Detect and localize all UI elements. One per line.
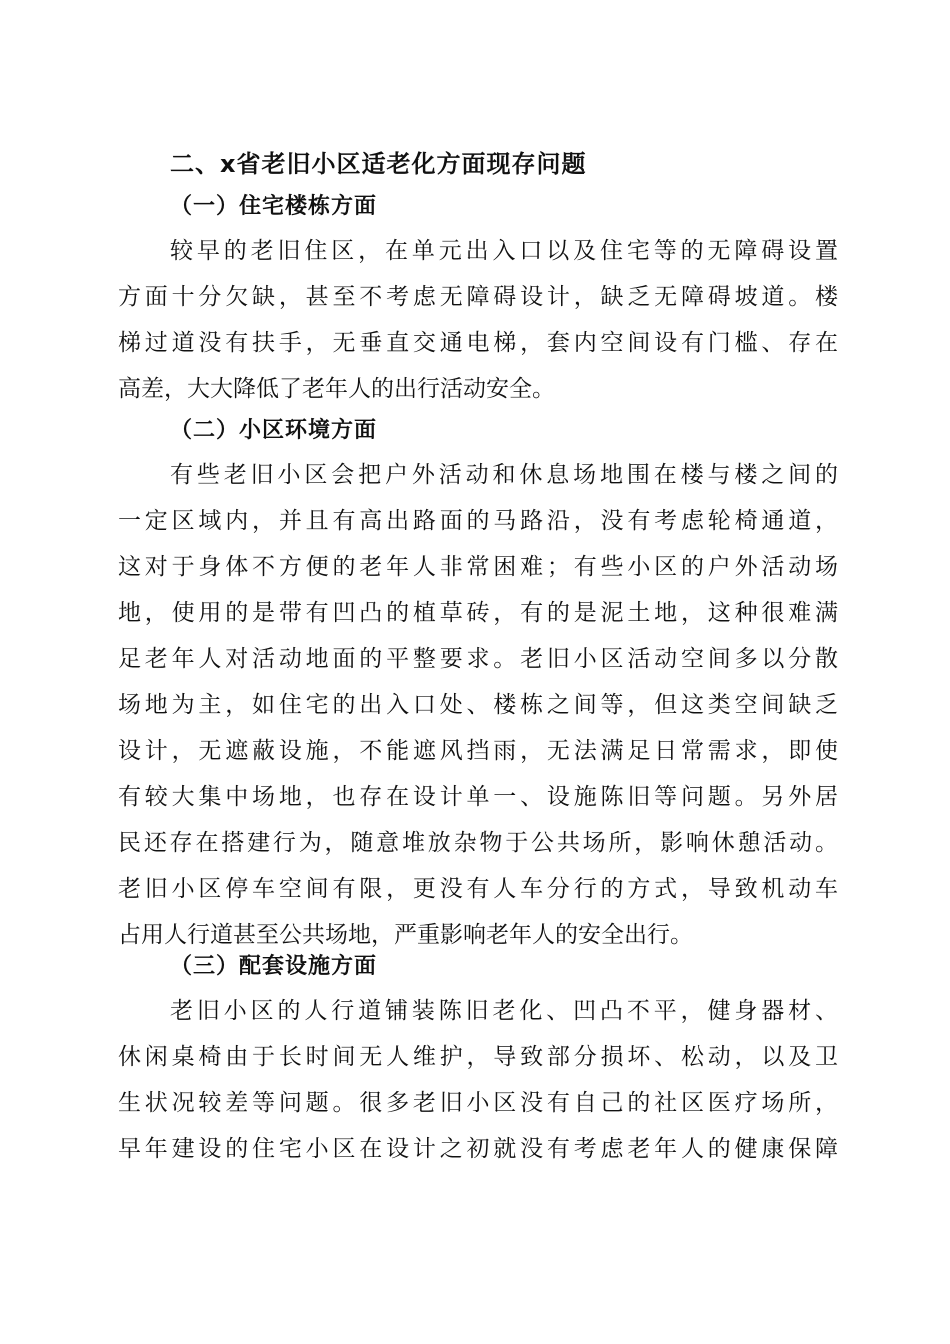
text-line: 足老年人对活动地面的平整要求。老旧小区活动空间多以分散 bbox=[118, 646, 838, 672]
section-title: 二、x省老旧小区适老化方面现存问题 bbox=[170, 150, 587, 178]
text-line: 场地为主，如住宅的出入口处、楼栋之间等，但这类空间缺乏 bbox=[118, 692, 838, 718]
text-line: 这对于身体不方便的老年人非常困难；有些小区的户外活动场 bbox=[118, 554, 838, 580]
text-line: 生状况较差等问题。很多老旧小区没有自己的社区医疗场所， bbox=[118, 1090, 838, 1116]
paragraph-housing bbox=[118, 228, 838, 412]
text-line: 设计，无遮蔽设施，不能遮风挡雨，无法满足日常需求，即使 bbox=[118, 738, 838, 764]
text-line: 有些老旧小区会把户外活动和休息场地围在楼与楼之间的 bbox=[170, 462, 838, 488]
text-line: 占用人行道甚至公共场地，严重影响老年人的安全出行。 bbox=[118, 922, 693, 948]
subsection-heading-housing: （一）住宅楼栋方面 bbox=[170, 194, 378, 219]
subsection-heading-facilities: （三）配套设施方面 bbox=[170, 954, 378, 979]
text-line: 有较大集中场地，也存在设计单一、设施陈旧等问题。另外居 bbox=[118, 784, 838, 810]
text-line: 早年建设的住宅小区在设计之初就没有考虑老年人的健康保障 bbox=[118, 1136, 838, 1162]
text-line: 民还存在搭建行为，随意堆放杂物于公共场所，影响休憩活动。 bbox=[118, 830, 838, 856]
text-line: 较早的老旧住区，在单元出入口以及住宅等的无障碍设置 bbox=[170, 238, 838, 264]
text-line: 高差，大大降低了老年人的出行活动安全。 bbox=[118, 376, 555, 402]
text-line: 梯过道没有扶手，无垂直交通电梯，套内空间设有门槛、存在 bbox=[118, 330, 838, 356]
text-line: 老旧小区停车空间有限，更没有人车分行的方式，导致机动车 bbox=[118, 876, 838, 902]
text-line: 地，使用的是带有凹凸的植草砖，有的是泥土地，这种很难满 bbox=[118, 600, 838, 626]
text-line: 一定区域内，并且有高出路面的马路沿，没有考虑轮椅通道， bbox=[118, 508, 838, 534]
paragraph-facilities bbox=[118, 988, 838, 1172]
text-line: 方面十分欠缺，甚至不考虑无障碍设计，缺乏无障碍坡道。楼 bbox=[118, 284, 838, 310]
paragraph-environment bbox=[118, 452, 838, 958]
text-line: 老旧小区的人行道铺装陈旧老化、凹凸不平，健身器材、 bbox=[170, 998, 838, 1024]
text-line: 休闲桌椅由于长时间无人维护，导致部分损坏、松动，以及卫 bbox=[118, 1044, 838, 1070]
subsection-heading-environment: （二）小区环境方面 bbox=[170, 418, 378, 443]
